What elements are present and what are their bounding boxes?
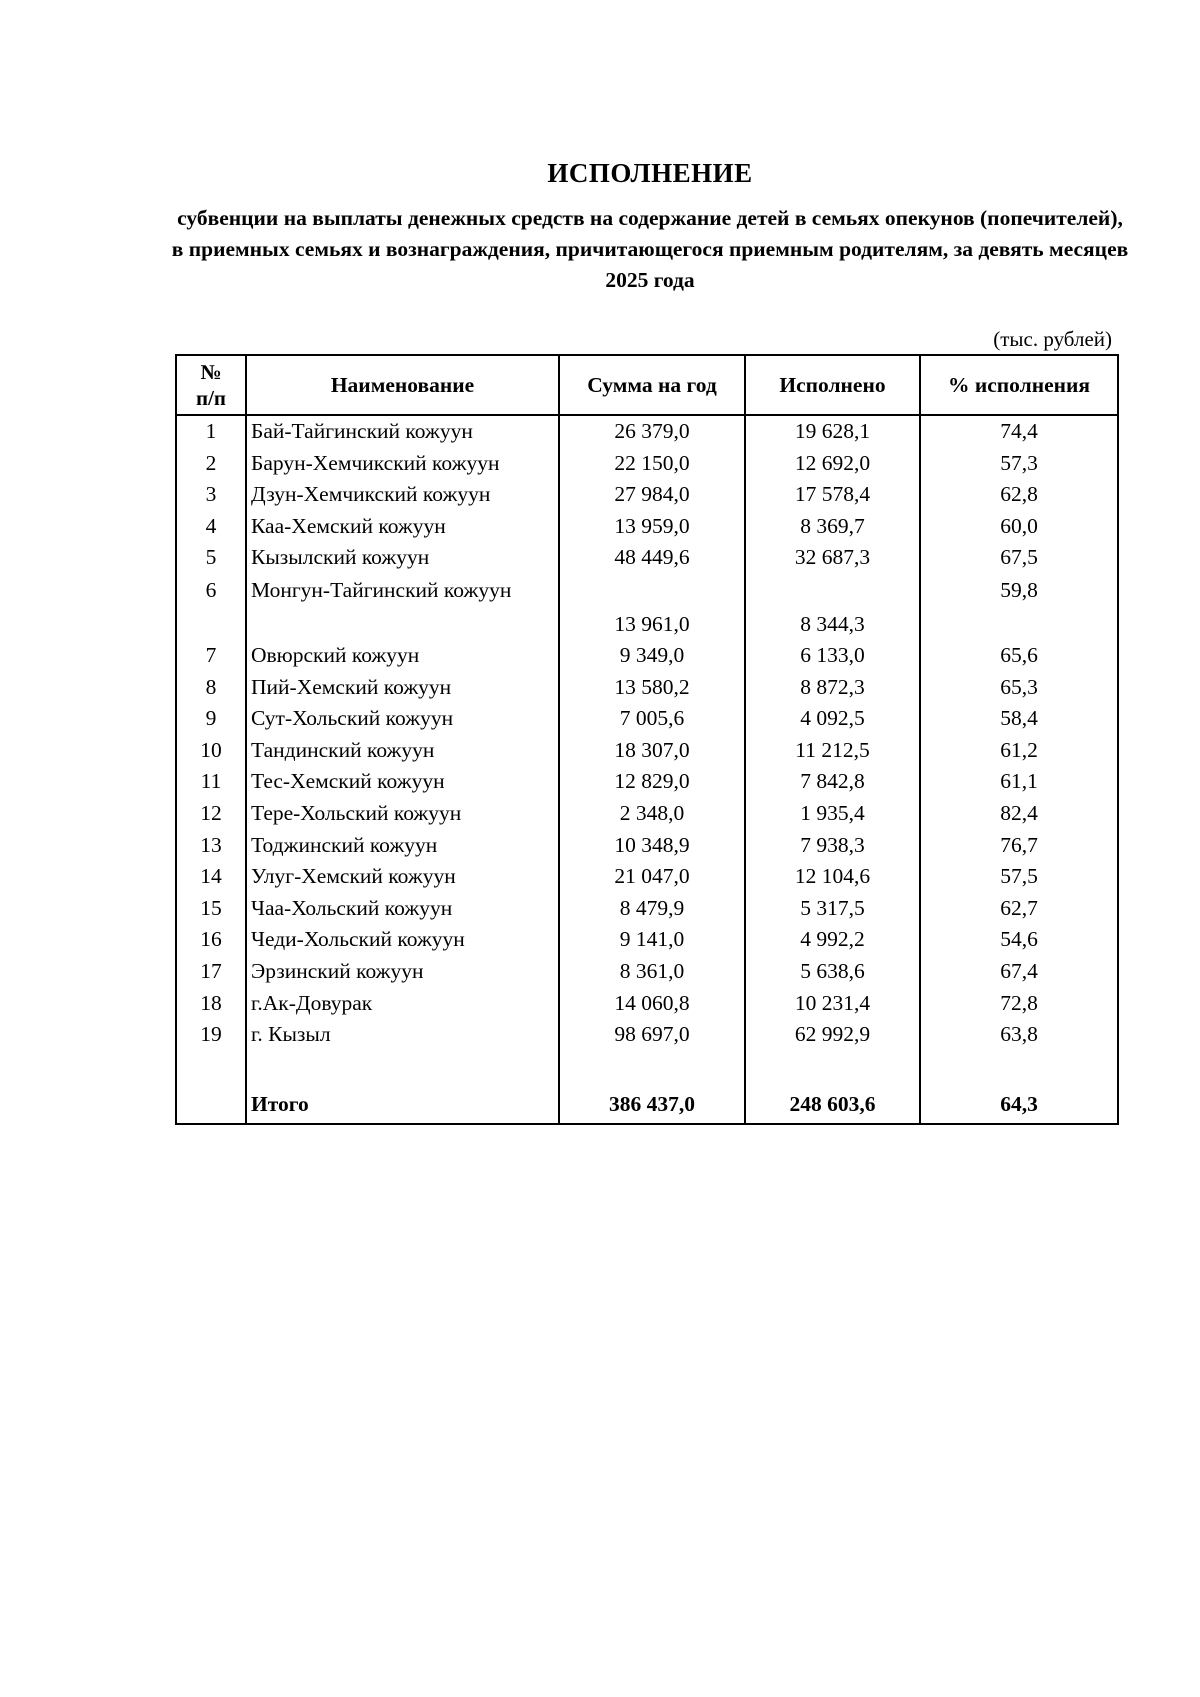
table-row [176, 956, 1118, 988]
table-total-row [176, 1085, 1118, 1124]
row-number: 8 [176, 672, 246, 704]
spacer-cell [920, 1051, 1118, 1085]
spacer-cell [246, 1051, 559, 1085]
row-executed: 8 344,3 [745, 574, 920, 640]
header-execution-percent: % исполнения [920, 355, 1118, 415]
row-number: 16 [176, 924, 246, 956]
table-row [176, 798, 1118, 830]
row-executed: 32 687,3 [745, 542, 920, 574]
document-subtitle: субвенции на выплаты денежных средств на содержание детей в семьях опекунов (попечителей), в приемных семьях и вознаграждения, причитающегося приемным родителям, за девять месяцев 2025 года [171, 206, 1129, 292]
row-execution-percent: 60,0 [920, 511, 1118, 543]
row-number: 2 [176, 448, 246, 480]
row-number: 18 [176, 988, 246, 1020]
row-executed: 11 212,5 [745, 735, 920, 767]
row-annual-sum: 13 959,0 [559, 511, 745, 543]
row-name: Кызылский кожуун [246, 542, 559, 574]
row-execution-percent: 61,2 [920, 735, 1118, 767]
row-executed: 7 938,3 [745, 830, 920, 862]
total-label: Итого [246, 1085, 559, 1124]
row-name: г.Ак-Довурак [246, 988, 559, 1020]
row-executed: 62 992,9 [745, 1019, 920, 1051]
row-annual-sum: 13 961,0 [559, 574, 745, 640]
row-annual-sum: 2 348,0 [559, 798, 745, 830]
table-row [176, 861, 1118, 893]
row-number: 15 [176, 893, 246, 925]
row-annual-sum: 7 005,6 [559, 703, 745, 735]
header-annual-sum: Сумма на год [559, 355, 745, 415]
total-execution-percent: 64,3 [920, 1085, 1118, 1124]
row-executed: 5 638,6 [745, 956, 920, 988]
row-number: 9 [176, 703, 246, 735]
table-body [176, 415, 1118, 1124]
header-number-symbol: № [200, 360, 222, 384]
row-annual-sum: 26 379,0 [559, 415, 745, 448]
table-row [176, 735, 1118, 767]
table-row [176, 640, 1118, 672]
table-spacer-row [176, 1051, 1118, 1085]
row-executed: 5 317,5 [745, 893, 920, 925]
execution-table [175, 354, 1119, 1125]
row-name: Тес-Хемский кожуун [246, 766, 559, 798]
total-annual-sum: 386 437,0 [559, 1085, 745, 1124]
header-name: Наименование [246, 355, 559, 415]
row-number: 19 [176, 1019, 246, 1051]
table-row [176, 448, 1118, 480]
row-execution-percent: 57,5 [920, 861, 1118, 893]
row-execution-percent: 62,7 [920, 893, 1118, 925]
row-execution-percent: 54,6 [920, 924, 1118, 956]
table-row [176, 703, 1118, 735]
table-row [176, 1019, 1118, 1051]
row-name: Монгун-Тайгинский кожуун [246, 574, 559, 640]
spacer-cell [176, 1051, 246, 1085]
row-execution-percent: 82,4 [920, 798, 1118, 830]
row-name: Тере-Хольский кожуун [246, 798, 559, 830]
row-annual-sum: 22 150,0 [559, 448, 745, 480]
table-row [176, 924, 1118, 956]
row-executed: 4 092,5 [745, 703, 920, 735]
row-execution-percent: 76,7 [920, 830, 1118, 862]
row-executed: 7 842,8 [745, 766, 920, 798]
row-executed: 1 935,4 [745, 798, 920, 830]
row-name: Эрзинский кожуун [246, 956, 559, 988]
total-number-cell [176, 1085, 246, 1124]
row-number: 7 [176, 640, 246, 672]
row-executed: 12 104,6 [745, 861, 920, 893]
row-name: Улуг-Хемский кожуун [246, 861, 559, 893]
table-row [176, 574, 1118, 640]
row-annual-sum: 12 829,0 [559, 766, 745, 798]
table-row [176, 988, 1118, 1020]
row-execution-percent: 57,3 [920, 448, 1118, 480]
row-number: 1 [176, 415, 246, 448]
unit-note: (тыс. рублей) [993, 327, 1112, 351]
row-execution-percent: 58,4 [920, 703, 1118, 735]
row-execution-percent: 74,4 [920, 415, 1118, 448]
table-row [176, 479, 1118, 511]
row-execution-percent: 63,8 [920, 1019, 1118, 1051]
total-executed: 248 603,6 [745, 1085, 920, 1124]
row-execution-percent: 67,4 [920, 956, 1118, 988]
row-number: 14 [176, 861, 246, 893]
table-row [176, 766, 1118, 798]
table-row [176, 511, 1118, 543]
row-name: Бай-Тайгинский кожуун [246, 415, 559, 448]
row-number: 13 [176, 830, 246, 862]
table-row [176, 415, 1118, 448]
row-annual-sum: 8 361,0 [559, 956, 745, 988]
row-name: Дзун-Хемчикский кожуун [246, 479, 559, 511]
row-name: Барун-Хемчикский кожуун [246, 448, 559, 480]
row-annual-sum: 18 307,0 [559, 735, 745, 767]
row-name: Тандинский кожуун [246, 735, 559, 767]
row-name: Каа-Хемский кожуун [246, 511, 559, 543]
row-executed: 8 872,3 [745, 672, 920, 704]
row-execution-percent: 61,1 [920, 766, 1118, 798]
table-header-row [176, 355, 1118, 415]
header-number-abbrev: п/п [195, 386, 227, 410]
row-number: 3 [176, 479, 246, 511]
row-execution-percent: 67,5 [920, 542, 1118, 574]
row-annual-sum: 21 047,0 [559, 861, 745, 893]
row-name: Чеди-Хольский кожуун [246, 924, 559, 956]
row-executed: 12 692,0 [745, 448, 920, 480]
row-number: 6 [176, 574, 246, 640]
row-name: Овюрский кожуун [246, 640, 559, 672]
row-executed: 8 369,7 [745, 511, 920, 543]
row-annual-sum: 13 580,2 [559, 672, 745, 704]
row-executed: 19 628,1 [745, 415, 920, 448]
table-row [176, 893, 1118, 925]
row-number: 5 [176, 542, 246, 574]
row-annual-sum: 98 697,0 [559, 1019, 745, 1051]
row-annual-sum: 9 349,0 [559, 640, 745, 672]
row-name: Тоджинский кожуун [246, 830, 559, 862]
row-name: г. Кызыл [246, 1019, 559, 1051]
row-execution-percent: 72,8 [920, 988, 1118, 1020]
row-execution-percent: 65,6 [920, 640, 1118, 672]
header-executed: Исполнено [745, 355, 920, 415]
row-annual-sum: 8 479,9 [559, 893, 745, 925]
row-executed: 6 133,0 [745, 640, 920, 672]
row-number: 17 [176, 956, 246, 988]
row-number: 12 [176, 798, 246, 830]
row-execution-percent: 65,3 [920, 672, 1118, 704]
row-annual-sum: 9 141,0 [559, 924, 745, 956]
row-annual-sum: 27 984,0 [559, 479, 745, 511]
row-number: 4 [176, 511, 246, 543]
row-number: 11 [176, 766, 246, 798]
document-title: ИСПОЛНЕНИЕ [547, 158, 753, 188]
row-annual-sum: 48 449,6 [559, 542, 745, 574]
header-number [176, 355, 246, 415]
row-annual-sum: 10 348,9 [559, 830, 745, 862]
row-name: Чаа-Хольский кожуун [246, 893, 559, 925]
table-row [176, 542, 1118, 574]
row-number: 10 [176, 735, 246, 767]
row-annual-sum: 14 060,8 [559, 988, 745, 1020]
row-executed: 10 231,4 [745, 988, 920, 1020]
spacer-cell [559, 1051, 745, 1085]
table-row [176, 830, 1118, 862]
spacer-cell [745, 1051, 920, 1085]
row-executed: 4 992,2 [745, 924, 920, 956]
row-execution-percent: 59,8 [920, 574, 1118, 640]
row-name: Пий-Хемский кожуун [246, 672, 559, 704]
row-executed: 17 578,4 [745, 479, 920, 511]
row-execution-percent: 62,8 [920, 479, 1118, 511]
table-row [176, 672, 1118, 704]
row-name: Сут-Хольский кожуун [246, 703, 559, 735]
